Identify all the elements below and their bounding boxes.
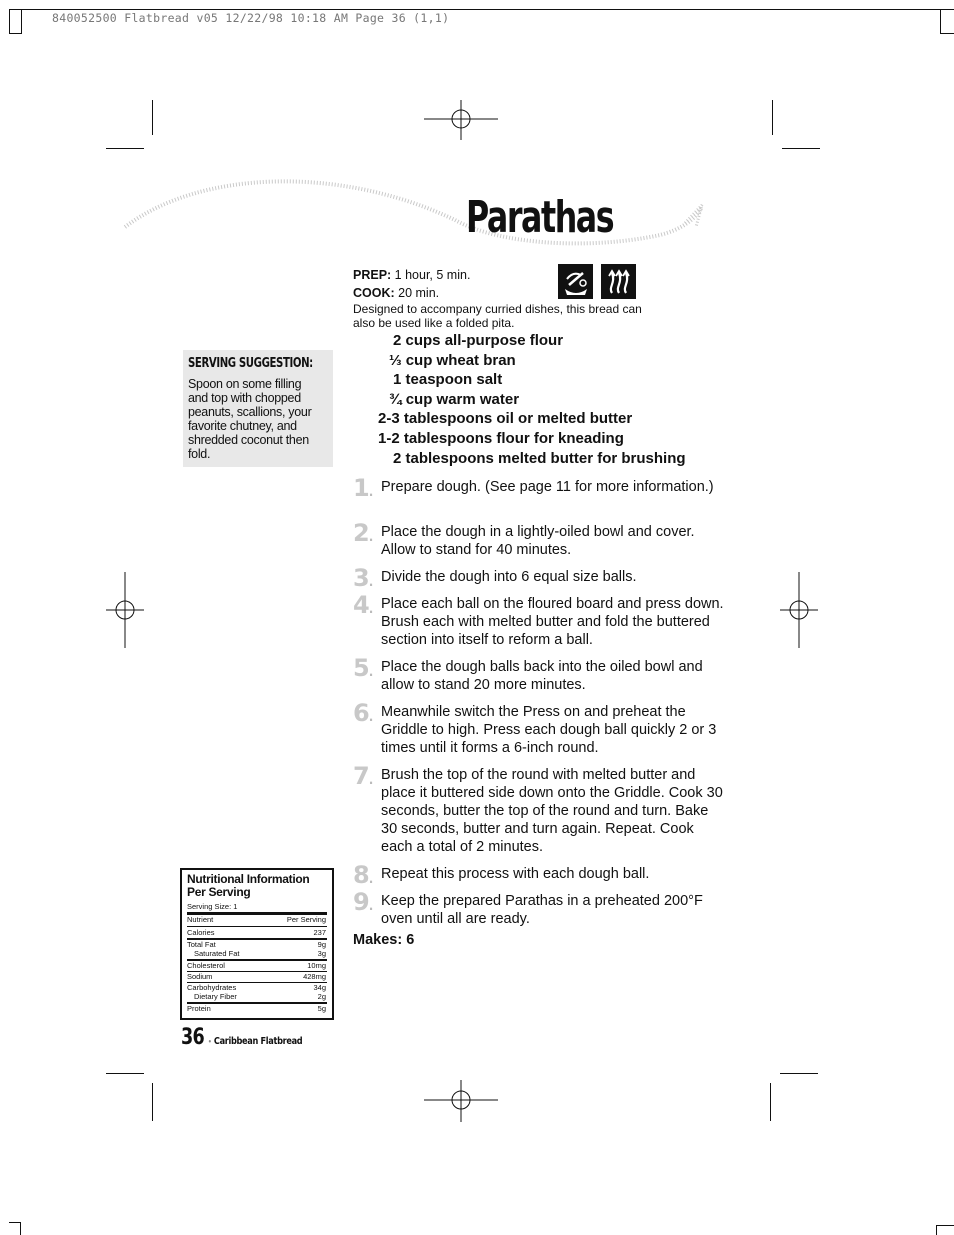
page-footer	[181, 1025, 323, 1050]
nutrition-row: Cholesterol 10mg	[187, 961, 326, 970]
nutrition-row: Total Fat 9g	[187, 940, 326, 949]
serving-suggestion-box	[183, 350, 333, 467]
step-number: 7 .	[353, 762, 372, 790]
ingredient-item: 1-2 tablespoons flour for kneading	[378, 430, 624, 447]
nutrition-heading: Nutritional Information Per Serving	[187, 872, 310, 899]
prep-time: PREP: 1 hour, 5 min.	[353, 268, 471, 282]
step-text: Prepare dough. (See page 11 for more information.)	[381, 479, 714, 495]
step-number: 5 .	[353, 654, 372, 682]
nutrition-row: Saturated Fat 3g	[194, 949, 326, 958]
registration-mark-right	[778, 572, 820, 648]
step-number: 4 .	[353, 591, 372, 619]
step-text: Meanwhile switch the Press on and preheat the Griddle to high. Press each dough ball quickly 2 or 3 times until it forms a 6-inch round.	[381, 704, 717, 756]
step-text: Repeat this process with each dough ball.	[381, 866, 650, 882]
nutrition-row: Protein 5g	[187, 1004, 326, 1013]
step-text: Divide the dough into 6 equal size balls.	[381, 569, 637, 585]
title-swoosh-decoration	[120, 165, 710, 255]
step-number: 2 .	[353, 519, 372, 547]
serving-suggestion-text: Spoon on some filling and top with chopped peanuts, scallions, your favorite chutney, and shredded coconut then fold.	[188, 377, 312, 461]
recipe-description: Designed to accompany curried dishes, this bread can also be used like a folded pita.	[353, 302, 642, 330]
nutrition-panel	[180, 868, 334, 1020]
page-number: 36	[181, 1025, 204, 1050]
nutrition-row: Calories 237	[187, 928, 326, 937]
book-title: Caribbean Flatbread	[213, 1036, 303, 1047]
step-number: 3 .	[353, 564, 372, 592]
step-number: 6 .	[353, 699, 372, 727]
mixing-icon	[558, 264, 593, 299]
step-text: Brush the top of the round with melted butter and place it buttered side down onto the Griddle. Cook 30 seconds, butter the top of the round and turn. Bake 30 seconds, butter and turn again. Repeat. Cook each a total of 2 minutes.	[381, 767, 723, 855]
ingredient-item: 2 tablespoons melted butter for brushing	[393, 450, 686, 467]
recipe-yield: Makes: 6	[353, 932, 415, 948]
ingredient-item: 2-3 tablespoons oil or melted butter	[378, 410, 633, 427]
serving-size: Serving Size: 1	[187, 902, 238, 911]
prep-cook-times	[353, 266, 470, 302]
ingredient-item: ⅓ cup wheat bran	[389, 352, 516, 369]
nutrition-row: Dietary Fiber 2g	[194, 992, 326, 1001]
step-number: 1 .	[353, 474, 372, 502]
registration-mark-bottom	[420, 1080, 502, 1122]
ingredient-item: 1 teaspoon salt	[393, 371, 503, 388]
step-number: 9 .	[353, 888, 372, 916]
step-text: Place the dough in a lightly-oiled bowl and cover. Allow to stand for 40 minutes.	[381, 524, 695, 558]
cook-time: COOK: 20 min.	[353, 286, 440, 300]
nutrition-header-row: Nutrient Per Serving	[187, 915, 326, 924]
recipe-title: Parathas	[466, 192, 614, 243]
step-number: 8 .	[353, 861, 372, 889]
serving-suggestion-title: SERVING SUGGESTION:	[188, 356, 313, 371]
nutrition-row: Carbohydrates 34g	[187, 983, 326, 992]
step-text: Keep the prepared Parathas in a preheated 200°F oven until all are ready.	[381, 893, 703, 927]
footer-separator: •	[208, 1038, 212, 1046]
ingredient-item: ¾ cup warm water	[389, 391, 520, 408]
nutrition-row: Sodium 428mg	[187, 972, 326, 981]
registration-mark-top	[420, 100, 502, 140]
registration-mark-left	[104, 572, 146, 648]
step-text: Place the dough balls back into the oiled bowl and allow to stand 20 more minutes.	[381, 659, 703, 693]
step-text: Place each ball on the floured board and press down. Brush each with melted butter and fold the buttered section into itself to reform a ball.	[381, 596, 724, 648]
ingredient-item: 2 cups all-purpose flour	[393, 332, 564, 349]
heat-icon	[601, 264, 636, 299]
print-slug: 840052500 Flatbread v05 12/22/98 10:18 AM Page 36 (1,1)	[52, 11, 450, 25]
